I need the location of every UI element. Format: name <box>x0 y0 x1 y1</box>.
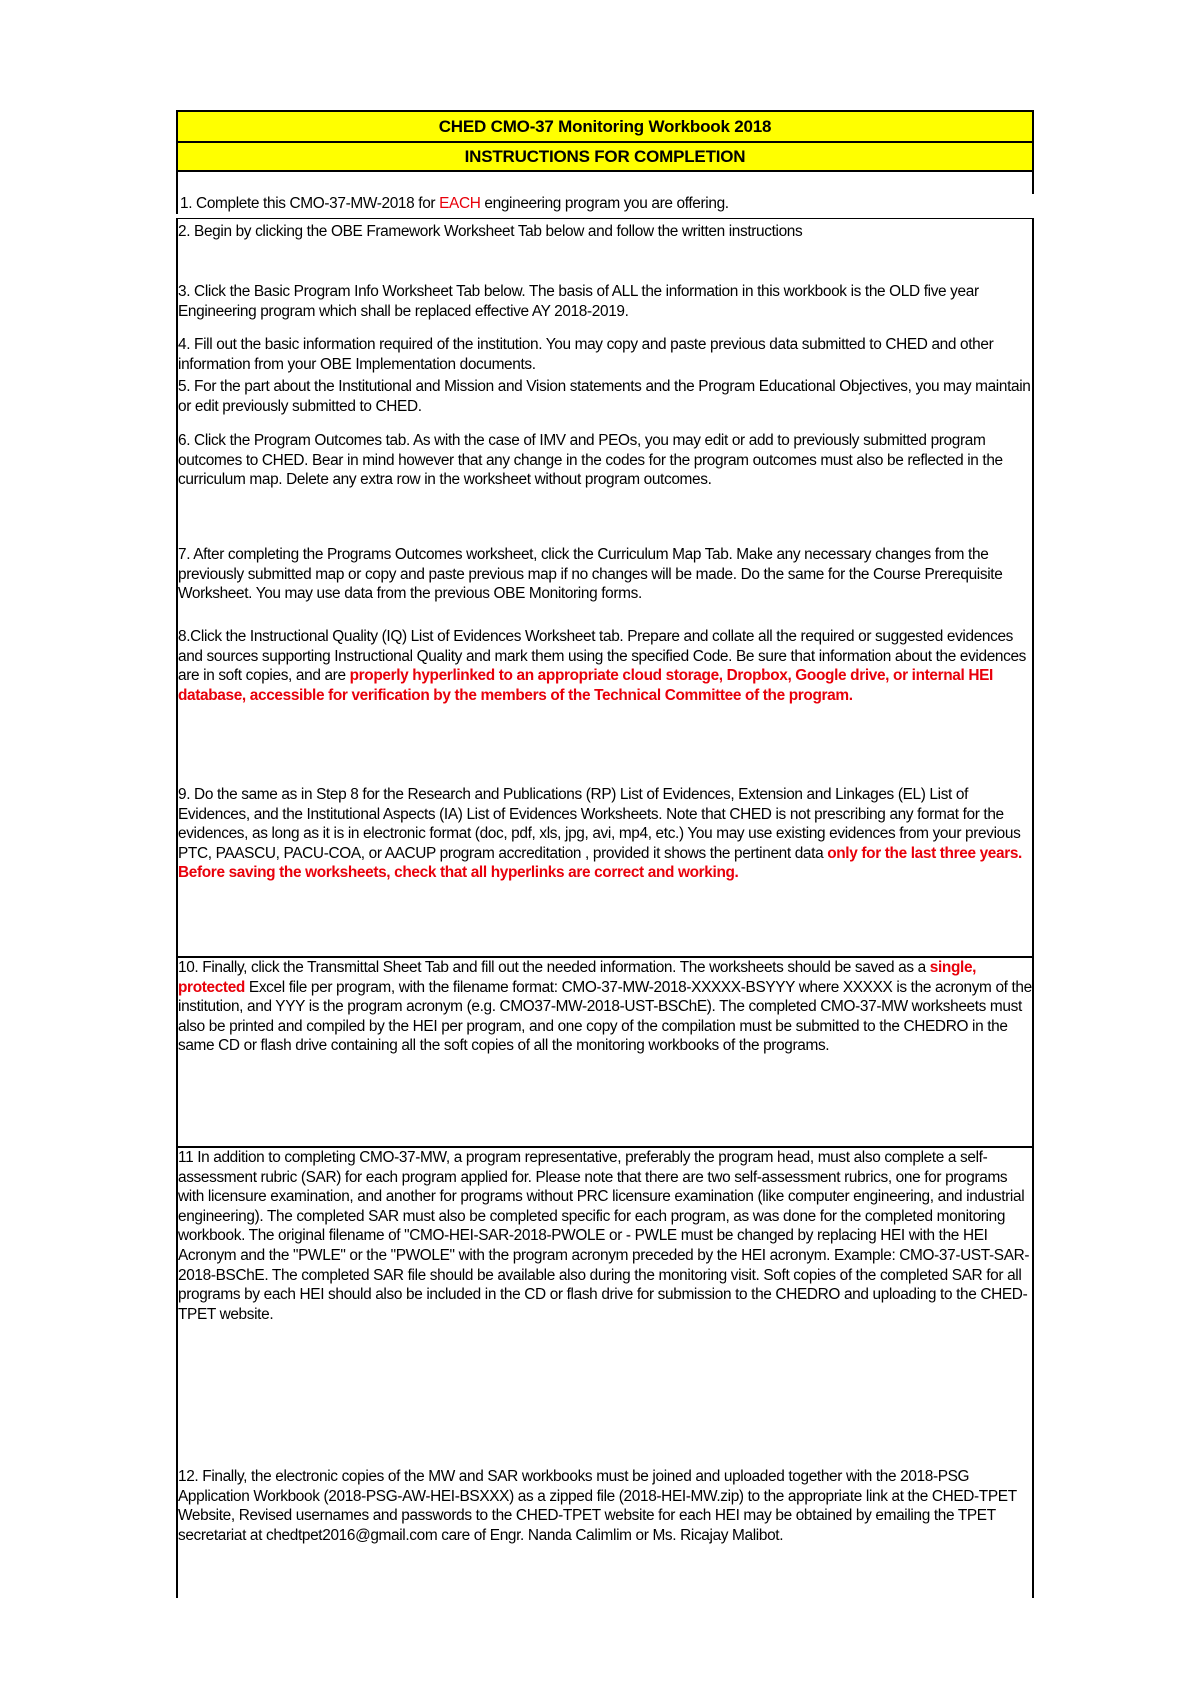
step-9-emphasis: only for the last three years. Before saving the worksheets, check that all hyperlinks are correct and working. <box>178 844 1022 882</box>
step-7: 7. After completing the Programs Outcomes worksheet, click the Curriculum Map Tab. Make any necessary changes from the previously submitted map or copy and paste previous map if no changes will be made. Do the same for the Course Prerequisite Worksheet. You may use data from the previous OBE Monitoring forms. <box>178 546 1003 603</box>
workbook-title: CHED CMO-37 Monitoring Workbook 2018 <box>176 110 1034 143</box>
step-8: 8.Click the Instructional Quality (IQ) List of Evidences Worksheet tab. Prepare and collate all the required or suggested evidences and sources supporting Instructional Quality and mark them using the specified Code. Be sure that information about the evidences are in soft copies, and are properly hyperlinked to an appropriate cloud storage, Dropbox, Google drive, or internal HEI database, accessible for verification by the members of the Technical Committee of the program. <box>178 628 1027 704</box>
step-2: 2. Begin by clicking the OBE Framework Worksheet Tab below and follow the written instructions <box>178 223 803 240</box>
step-8-emphasis: properly hyperlinked to an appropriate cloud storage, Dropbox, Google drive, or internal HEI database, accessible for verification by the members of the Technical Committee of the program. <box>178 667 993 704</box>
step-1-emphasis: EACH <box>439 195 481 212</box>
spacer-row <box>176 172 1034 194</box>
step-9: 9. Do the same as in Step 8 for the Research and Publications (RP) List of Evidences, Extension and Linkages (EL) List of Evidences, and the Institutional Aspects (IA) List of Evidences Worksheets. Note that CHED is not prescribing any format for the evidences, as long as it is in electronic format (doc, pdf, xls, jpg, avi, mp4, etc.) You may use existing evidences from your previous PTC, PAASCU, PACU-COA, or AACUP program accreditation , provided it shows the pertinent data only for the last three years. Before saving the worksheets, check that all hyperlinks are correct and working. <box>178 786 1022 882</box>
step-4: 4. Fill out the basic information required of the institution. You may copy and paste previous data submitted to CHED and other information from your OBE Implementation documents. <box>178 336 994 373</box>
step-6: 6. Click the Program Outcomes tab. As with the case of IMV and PEOs, you may edit or add to previously submitted program outcomes to CHED. Bear in mind however that any change in the codes for the program outcomes must also be reflected in the curriculum map. Delete any extra row in the worksheet without program outcomes. <box>178 432 1003 489</box>
step-10: 10. Finally, click the Transmittal Sheet Tab and fill out the needed information. The worksheets should be saved as a single, protected Excel file per program, with the filename format: CMO-37-MW-2018-XXXXX-BSYYY where XXXXX is the acronym of the institution, and YYY is the program acronym (e.g. CMO37-MW-2018-UST-BSChE). The completed CMO-37-MW worksheets must also be printed and compiled by the HEI per program, and one copy of the compilation must be submitted to the CHEDRO in the same CD or flash drive containing all the soft copies of all the monitoring workbooks of the programs. <box>178 959 1032 1055</box>
step-12: 12. Finally, the electronic copies of the MW and SAR workbooks must be joined and uploaded together with the 2018-PSG Application Workbook (2018-PSG-AW-HEI-BSXXX) as a zipped file (2018-HEI-MW.zip) to the appropriate link at the CHED-TPET Website, Revised usernames and passwords to the CHED-TPET website for each HEI may be obtained by emailing the TPET secretariat at chedtpet2016@gmail.com care of Engr. Nanda Calimlim or Ms. Ricajay Malibot. <box>178 1468 1017 1544</box>
step-3: 3. Click the Basic Program Info Worksheet Tab below. The basis of ALL the information in this workbook is the OLD five year Engineering program which shall be replaced effective AY 2018-2019. <box>178 283 979 320</box>
step-5: 5. For the part about the Institutional and Mission and Vision statements and the Program Educational Objectives, you may maintain or edit previously submitted to CHED. <box>178 378 1031 415</box>
step-11: 11 In addition to completing CMO-37-MW, a program representative, preferably the program head, must also complete a self-assessment rubric (SAR) for each program applied for. Please note that there are two self-assessment rubrics, one for programs with licensure examination, and another for programs without PRC licensure examination (like computer engineering, and industrial engineering). The completed SAR must also be completed specific for each program, as was done for the completed monitoring workbook. The original filename of "CMO-HEI-SAR-2018-PWOLE or - PWLE must be changed by replacing HEI with the HEI Acronym and the "PWLE" or the "PWOLE" with the program acronym preceded by the HEI acronym. Example: CMO-37-UST-SAR-2018-BSChE. The completed SAR file should be available also during the monitoring visit. Soft copies of the completed SAR for all programs by each HEI should also be included in the CD or flash drive for submission to the CHEDRO and uploading to the CHED-TPET website. <box>178 1149 1030 1323</box>
step-10-emphasis: single, protected <box>178 959 977 996</box>
instructions-sheet <box>176 110 1034 194</box>
instructions-heading: INSTRUCTIONS FOR COMPLETION <box>176 143 1034 172</box>
step-1: 1. Complete this CMO-37-MW-2018 for EACH engineering program you are offering. <box>176 194 1034 214</box>
